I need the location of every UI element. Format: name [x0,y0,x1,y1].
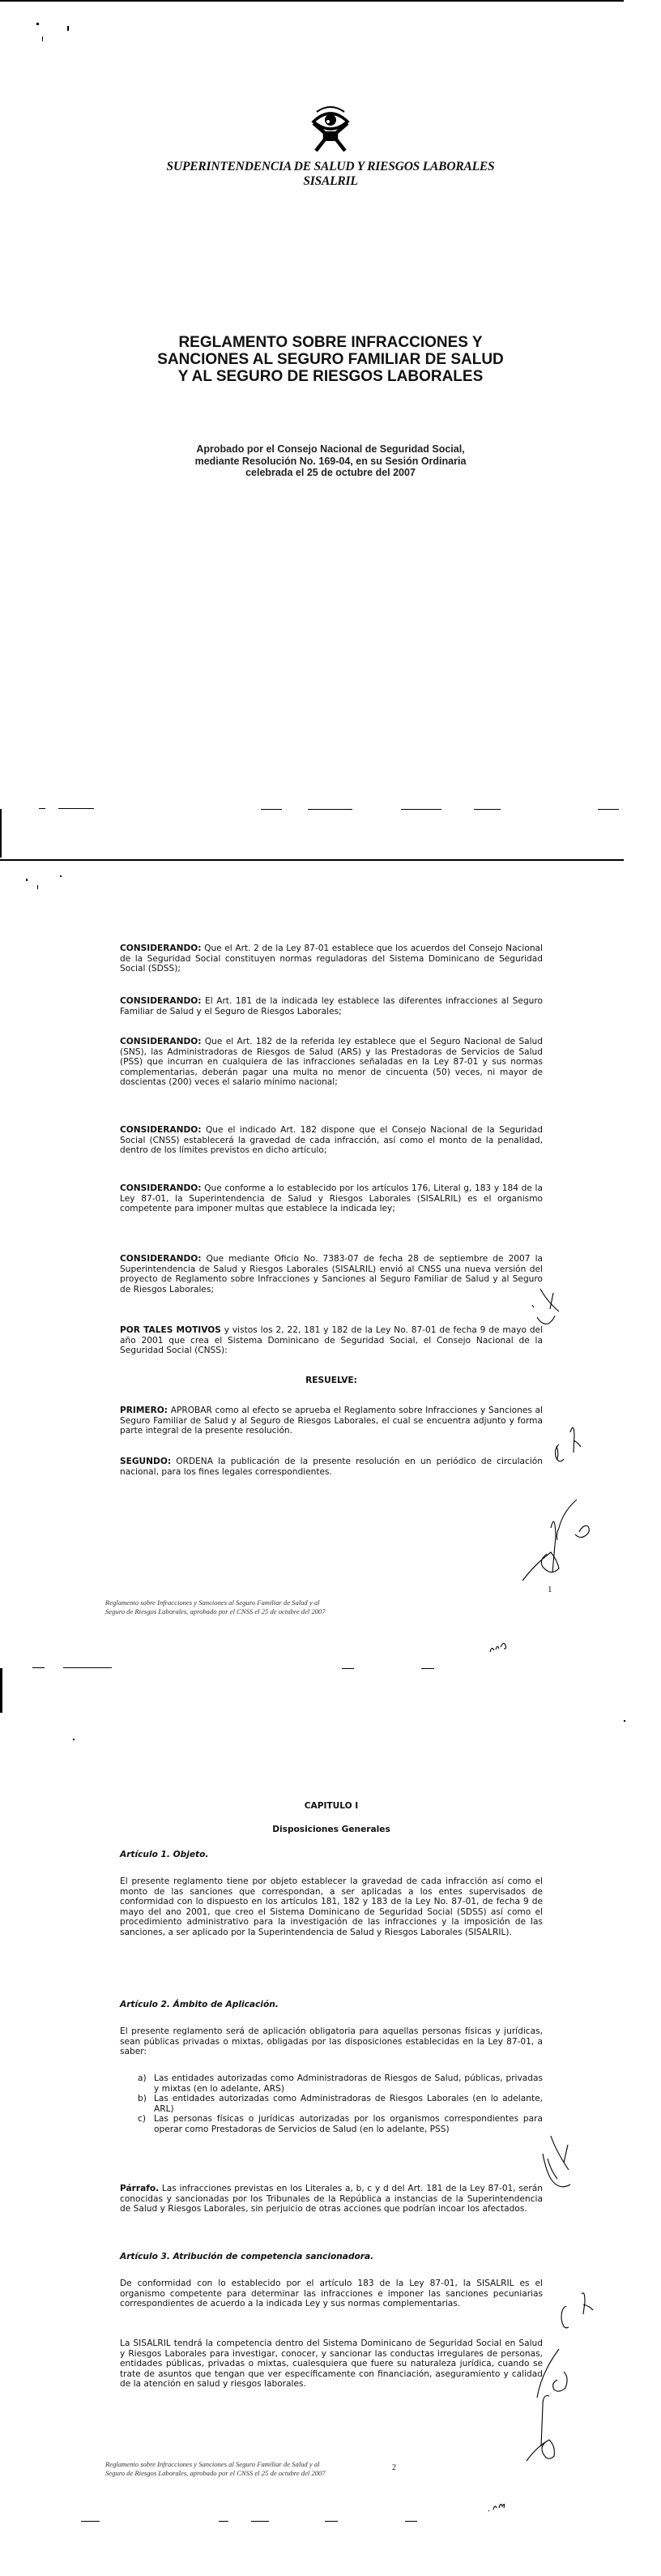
primero-label: PRIMERO: [120,1406,168,1415]
article-3-text: La SISALRIL tendrá la competencia dentro del Sistema Dominicano de Seguridad Social en Salud y Riesgos Laborales para investigar, conocer, y sancionar las conductas irregulares de personas, entidades públicas, privadas o mixtas, cualesquiera que fuere su naturaleza jurídica, cuando se trate de asuntos que tengan que ver específicamente con financiación, aseguramiento y calidad de la atención en salud y riesgos laborales. [120,2339,543,2390]
handwritten-mark [486,2498,510,2514]
margin-initials-signature [559,2290,595,2334]
segundo-paragraph [120,1457,543,1477]
scan-dash [474,809,501,810]
subtitle-line: celebrada el 25 de octubre del 2007 [245,467,416,478]
sisalril-logo-icon [311,104,350,154]
scan-dash [251,2521,269,2522]
scan-speck [60,875,62,877]
signature [518,1496,599,1585]
considerando-paragraph [120,944,543,974]
organization-acronym: SISALRIL [303,174,358,188]
scan-dash [81,2521,100,2522]
footer-line: Reglamento sobre Infracciones y Sanciones al Seguro Familiar de Salud y al [105,1598,320,1607]
approval-subtitle [105,443,556,479]
scan-speck [624,1720,625,1722]
list-item-text: Las entidades autorizadas como Administradoras de Riesgos de Salud, públicas, privadas y mixtas (en lo adelante, ARS) [154,2073,543,2094]
list-marker: a) [138,2073,147,2083]
scan-dash [39,808,45,809]
considerando-label: CONSIDERANDO: [120,1183,202,1193]
list-item-text: Las entidades autorizadas como Administradoras de Riesgos Laborales (en lo adelante, ARL) [154,2094,543,2114]
signature [525,2349,590,2463]
considerando-text: El Art. 181 de la indicada ley establece las diferentes infracciones al Seguro Familiar de Salud y el Seguro de Riesgos Laborales; [120,996,543,1016]
considerando-paragraph [120,1183,543,1214]
article-2-list [136,2073,543,2135]
page-footer [105,2460,365,2478]
margin-initials-signature [541,2134,578,2195]
subtitle-line: mediante Resolución No. 169-04, en su Sesión Ordinaria [194,455,467,467]
article-1-text: El presente reglamento tiene por objeto establecer la gravedad de cada infracción así como el monto de las sanciones que correspondan, a ser aplicadas a los entes supervisados de conformidad con lo dispuesto en los artículos 181, 182 y 183 de la Ley No. 87-01, de fecha 9 de mayo del ano 2001, que creo el Sistema Dominicano de Seguridad Social (SDSS) así como el procedimiento administrativo para la investigación de las infracciones y la imposición de las sanciones, a ser aplicado por la Superintendencia de Salud y Riesgos Laborales (SISALRIL). [120,1876,543,1937]
considerando-paragraph [120,1254,543,1294]
organization-name: SUPERINTENDENCIA DE SALUD Y RIESGOS LABORALES [166,160,495,173]
margin-initials-signature [531,1285,571,1325]
chapter-heading: CAPITULO I [304,1801,359,1811]
scan-speck [37,885,38,889]
considerando-paragraph [120,996,543,1016]
parrafo-text: Las infracciones previstas en los Literales a, b, c y d del Art. 181 de la Ley 87-01, serán conocidas y sancionadas por los Tribunales de la República a instancias de la Superintendencia de Salud y Riesgos Laborales, sin perjuicio de otras acciones que podrían incoar los afectados. [120,2184,543,2214]
list-item [138,2094,543,2114]
scan-dash [598,809,619,810]
scan-dash [342,1668,354,1669]
scan-speck [42,36,43,41]
footer-line: Seguro de Riesgos Laborales, aprobado por el CNSS el 25 de octubre del 2007 [105,2469,326,2477]
resuelve-heading: RESUELVE: [305,1376,357,1385]
scan-dash [325,2521,338,2522]
scan-dash [405,2521,417,2522]
scan-dash [401,809,441,810]
list-marker: b) [138,2094,147,2104]
segundo-text: ORDENA la publicación de la presente resolución en un periódico de circulación nacional, para los fines legales correspondientes. [120,1457,543,1477]
segundo-label: SEGUNDO: [120,1457,172,1466]
considerando-label: CONSIDERANDO: [120,944,202,953]
considerando-text: Que conforme a lo establecido por los artículos 176, Literal g, 183 y 184 de la Ley 87-01, la Superintendencia de Salud y Riesgos Laborales (SISALRIL) es el organismo competente para imponer multas que establece la indicada ley; [120,1183,543,1214]
scan-speck [67,26,69,31]
subtitle-line: Aprobado por el Consejo Nacional de Seguridad Social, [196,443,465,455]
considerando-text: Que mediante Oficio No. 7383-07 de fecha 28 de septiembre de 2007 la Superintendencia de Salud y Riesgos Laborales (SISALRIL) envió al CNSS una nueva versión del proyecto de Reglamento sobre Infracciones y Sanciones al Seguro Familiar de Salud y al Seguro de Riesgos Laborales; [120,1254,543,1294]
scan-left-bar [0,809,2,858]
article-1-heading: Artículo 1. Objeto. [120,1850,209,1859]
organization-heading [0,160,661,189]
scan-speck [73,1739,75,1740]
scan-dash [219,2521,228,2522]
considerando-text: Que el indicado Art. 182 dispone que el Consejo Nacional de la Seguridad Social (CNSS) establecerá la gravedad de cada infracción, así como el monto de la penalidad, dentro de los límites previstos en dicho artículo; [120,1125,543,1156]
list-marker: c) [138,2114,146,2125]
scan-dash [308,809,352,810]
scan-dash [63,1667,112,1668]
scan-left-bar [0,1668,2,1713]
scan-dash [421,1668,434,1669]
considerando-label: CONSIDERANDO: [120,1125,202,1135]
handwritten-mark [488,1639,512,1655]
scan-dash [58,808,94,809]
title-line: SANCIONES AL SEGURO FAMILIAR DE SALUD [157,351,504,368]
scan-top-edge [0,0,624,2]
article-2-text: El presente reglamento será de aplicación obligatoria para aquellas personas físicas y jurídicas, sean públicas privadas o mixtas, obligadas por las disposiciones establecidas en la Ley 87-01, a saber: [120,2026,543,2057]
list-item [138,2114,543,2134]
footer-line: Seguro de Riesgos Laborales, aprobado por el CNSS el 25 de octubre del 2007 [105,1607,326,1615]
primero-paragraph [120,1406,543,1436]
chapter-title: Disposiciones Generales [272,1825,390,1834]
title-line: Y AL SEGURO DE RIESGOS LABORALES [177,368,484,385]
considerando-paragraph [120,1037,543,1088]
page-number: 2 [392,2463,396,2472]
page-separator [0,859,624,861]
primero-text: APROBAR como al efecto se aprueba el Reglamento sobre Infracciones y Sanciones al Seguro Familiar de Salud y al Seguro de Riesgos Laborales, el cual se encuentra adjunto y forma parte integral de la presente resolución. [120,1406,543,1436]
considerando-label: CONSIDERANDO: [120,1254,202,1264]
considerando-label: CONSIDERANDO: [120,1037,202,1046]
considerando-text: Que el Art. 2 de la Ley 87-01 establece que los acuerdos del Consejo Nacional de la Seguridad Social constituyen normas reguladoras del Sistema Dominicano de Seguridad Social (SDSS); [120,944,543,974]
scan-speck [26,879,28,881]
considerando-text: Que el Art. 182 de la referida ley establece que el Seguro Nacional de Salud (SNS), las Administradoras de Riesgos de Salud (ARS) y las Prestadoras de Servicios de Salud (PSS) que incurran en cualquiera de las infracciones señaladas en la Ley 87-01 y sus normas complementarias, deberán pagar una multa no menor de cincuenta (50) veces, ni mayor de doscientas (200) veces el salario mínimo nacional; [120,1037,543,1088]
page-number: 1 [548,1585,552,1594]
scan-dash [261,809,282,810]
footer-line: Reglamento sobre Infracciones y Sanciones al Seguro Familiar de Salud y al [105,2460,320,2468]
article-3-text: De conformidad con lo establecido por el artículo 183 de la Ley 87-01, la SISALRIL es el organismo competente para determinar las infracciones e imponer las sanciones pecuniarias correspondientes de acuerdo a la indicada Ley y sus normas complementarias. [120,2279,543,2309]
list-item-text: Las personas físicas o jurídicas autorizadas por los organismos correspondientes para operar como Prestadoras de Servicios de Salud (en lo adelante, PSS) [154,2114,543,2134]
article-2-heading: Artículo 2. Ámbito de Aplicación. [120,2000,279,2009]
motivos-text: y vistos los 2, 22, 181 y 182 de la Ley No. 87-01 de fecha 9 de mayo del año 2001 que crea el Sistema Dominicano de Seguridad Social, el Consejo Nacional de la Seguridad Social (CNSS): [120,1325,544,1356]
title-line: REGLAMENTO SOBRE INFRACCIONES Y [178,334,483,351]
parrafo-label: Párrafo. [120,2184,160,2193]
motivos-paragraph [120,1325,543,1356]
motivos-label: POR TALES MOTIVOS [120,1325,221,1335]
scan-speck [36,23,39,25]
considerando-paragraph [120,1125,543,1156]
scan-dash [32,1667,45,1668]
parrafo-paragraph [120,2184,543,2214]
considerando-label: CONSIDERANDO: [120,996,202,1006]
margin-initials-signature [552,1420,585,1465]
document-title [89,334,572,385]
page-footer [105,1598,365,1616]
list-item [138,2073,543,2094]
article-3-heading: Artículo 3. Atribución de competencia sancionadora. [120,2252,374,2261]
